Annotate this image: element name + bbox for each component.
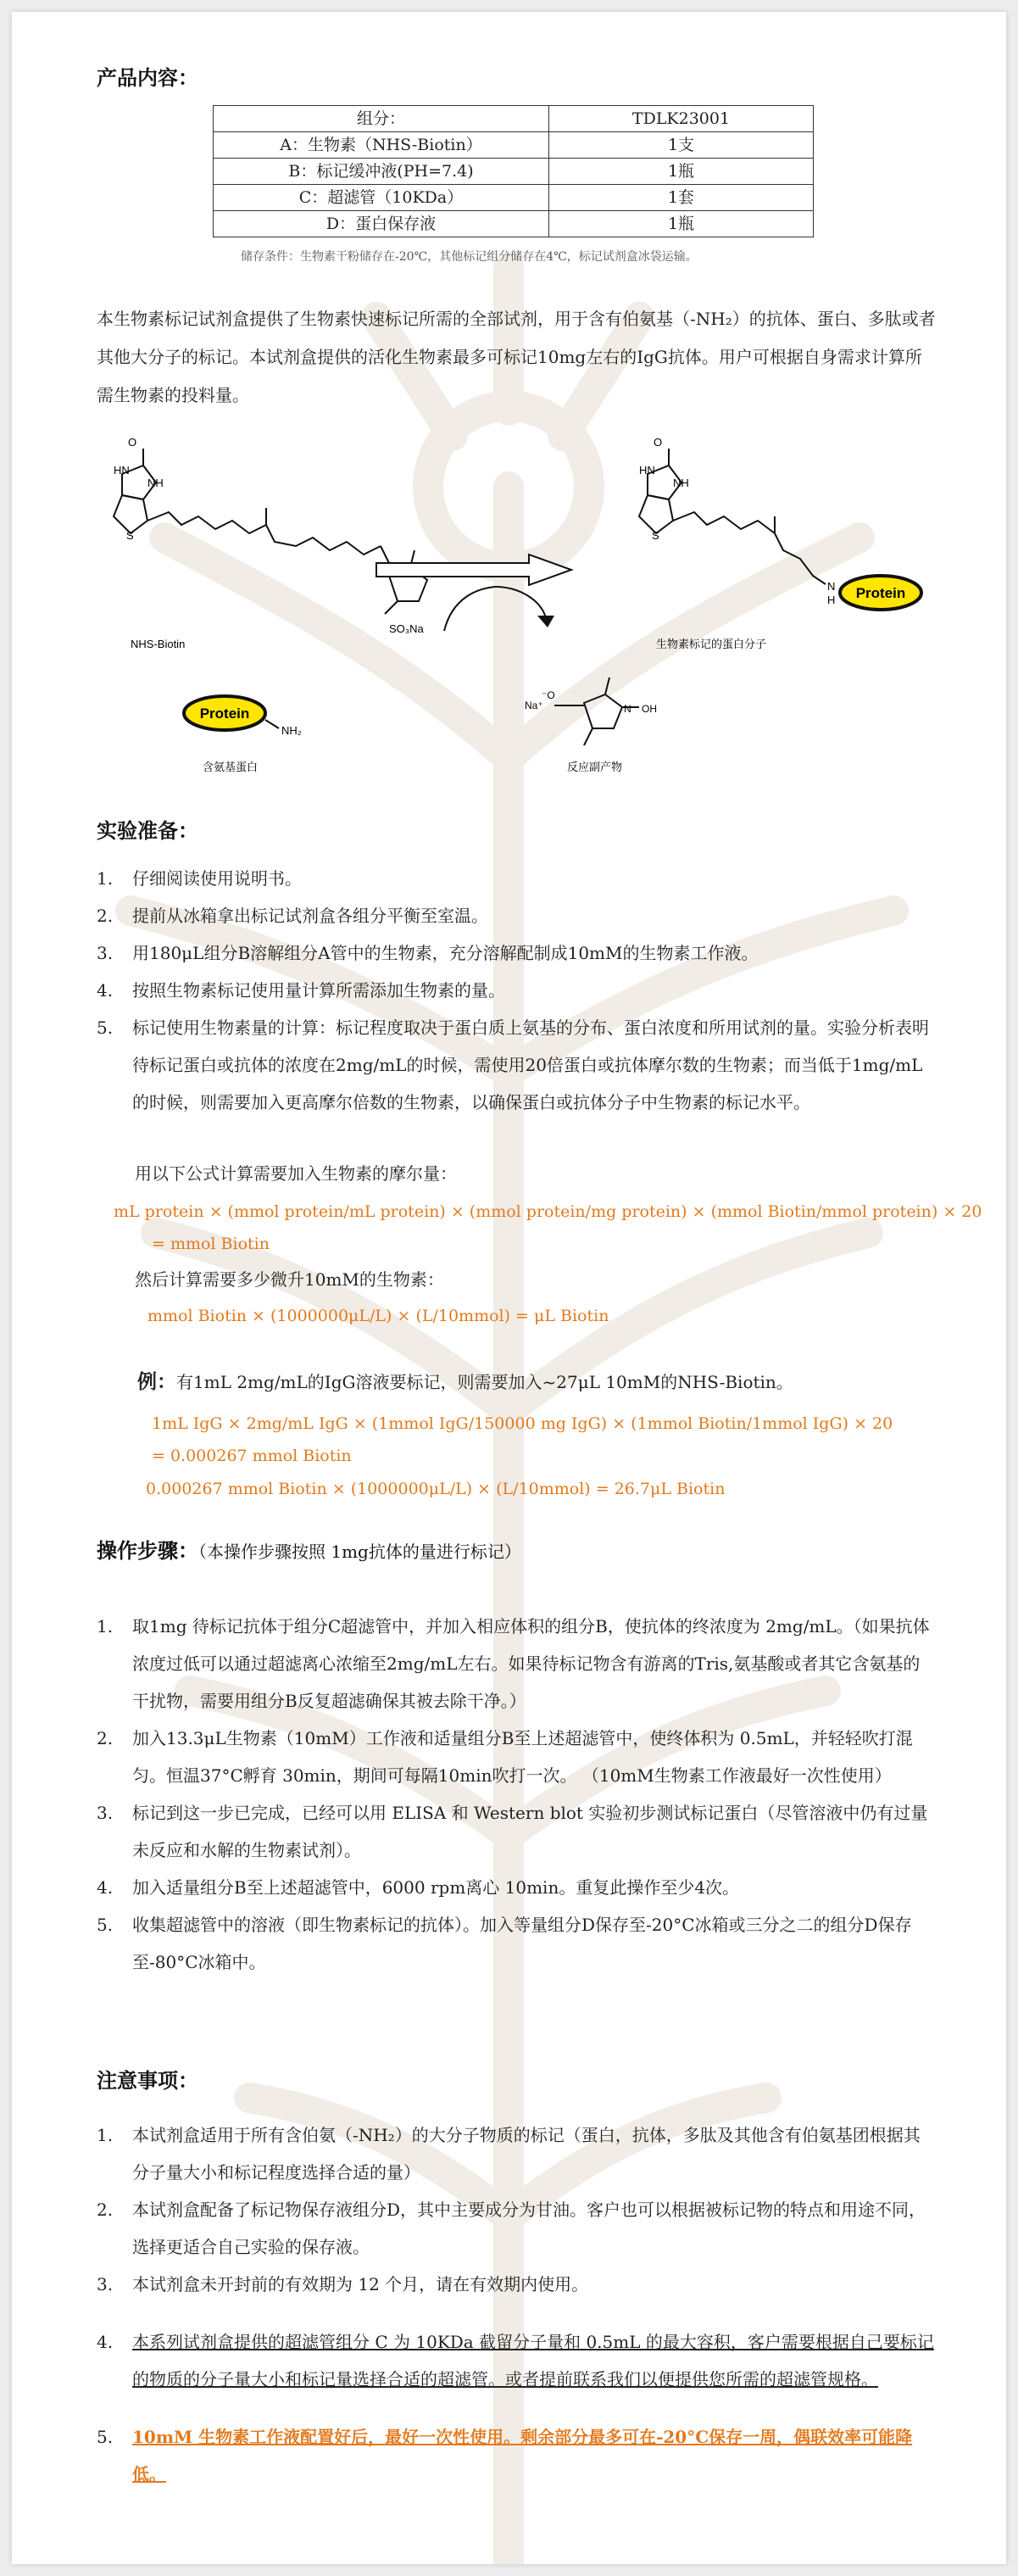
list-item: 2. 本试剂盒配备了标记物保存液组分D，其中主要成分为甘油。客户也可以根据被标记物的特点和用途不同，选择更适合自己实验的保存液。 [97, 2200, 926, 2257]
product-label: 生物素标记的蛋白分子 [656, 638, 767, 650]
byproduct-label: 反应副产物 [567, 761, 623, 773]
atom-label: OH [642, 703, 657, 715]
ops-note: （本操作步骤按照 1mg抗体的量进行标记） [198, 1542, 521, 1562]
document-page [12, 12, 1006, 2564]
section-title-ops: 操作步骤：（本操作步骤按照 1mg抗体的量进行标记） [97, 1538, 521, 1563]
formula-line: 1mL IgG × 2mg/mL IgG × (1mmol IgG/150000 mg IgG) × (1mmol Biotin/1mmol IgG) × 20 [152, 1414, 893, 1433]
table-row [214, 211, 814, 237]
storage-note: 储存条件：生物素干粉储存在-20℃，其他标记组分储存在4℃，标记试剂盒冰袋运输。 [241, 250, 698, 264]
list-item: 4. 本系列试剂盒提供的超滤管组分 C 为 10KDa 截留分子量和 0.5mL 的最大容积，客户需要根据自己要标记的物质的分子量大小和标记量选择合适的超滤管。或者提前联系我们以便提供您所需的超滤管规格。 [97, 2332, 934, 2389]
list-item: 5. 标记使用生物素量的计算：标记程度取决于蛋白质上氨基的分布、蛋白浓度和所用试剂的量。实验分析表明待标记蛋白或抗体的浓度在2mg/mL的时候，需使用20倍蛋白或抗体摩尔数的生物素；而当低于1mg/mL的时候，则需要加入更高摩尔倍数的生物素，以确保蛋白或抗体分子中生物素的标记水平。 [97, 1018, 929, 1112]
atom-label: NH [147, 477, 164, 489]
formula-intro: 用以下公式计算需要加入生物素的摩尔量： [135, 1163, 457, 1184]
atom-label: H [827, 594, 836, 606]
notes-list [97, 2116, 936, 2493]
list-item: 4. 按照生物素标记使用量计算所需添加生物素的量。 [97, 980, 505, 1001]
table-cell: TDLK23001 [549, 106, 814, 132]
atom-label: N [624, 703, 631, 715]
reaction-arrow-icon [376, 555, 571, 631]
atom-label: NH₂ [281, 724, 302, 737]
atom-label: ⁻O [542, 689, 555, 701]
prep-steps-list [97, 860, 936, 1121]
list-item: 4. 加入适量组分B至上述超滤管中，6000 rpm离心 10min。重复此操作至少4次。 [97, 1877, 740, 1898]
formula-line: mmol Biotin × (1000000μL/L) × (L/10mmol) = μL Biotin [147, 1307, 609, 1325]
table-cell: 1套 [549, 185, 814, 211]
list-item: 1. 本试剂盒适用于所有含伯氨（-NH₂）的大分子物质的标记（蛋白，抗体，多肽及其他含有伯氨基团根据其分子量大小和标记程度选择合适的量） [97, 2125, 921, 2183]
list-item: 1. 取1mg 待标记抗体于组分C超滤管中，并加入相应体积的组分B，使抗体的终浓度为 2mg/mL。（如果抗体浓度过低可以通过超滤离心浓缩至2mg/mL左右。如果待标记物含有游离的Tris,氨基酸或者其它含氨基的干扰物，需要用组分B反复超滤确保其被去除干净。） [97, 1616, 930, 1711]
formula-line: = mmol Biotin [152, 1235, 270, 1253]
intro-paragraph: 本生物素标记试剂盒提供了生物素快速标记所需的全部试剂，用于含有伯氨基（-NH₂）的抗体、蛋白、多肽或者其他大分子的标记。本试剂盒提供的活化生物素最多可标记10mg左右的IgG抗体。用户可根据自身需求计算所需生物素的投料量。 [97, 309, 936, 405]
formula-line: = 0.000267 mmol Biotin [152, 1447, 352, 1465]
formula-line: mL protein × (mmol protein/mL protein) × (mmol protein/mg protein) × (mmol Biotin/mmol protein) × 20 [114, 1202, 982, 1221]
section-title-notes: 注意事项： [97, 2068, 198, 2093]
table-cell: A：生物素（NHS-Biotin） [214, 132, 549, 159]
table-cell: C：超滤管（10KDa） [214, 185, 549, 211]
list-item: 3. 用180μL组分B溶解组分A管中的生物素，充分溶解配制成10mM的生物素工作液。 [97, 943, 759, 963]
protein-badge-text: Protein [199, 705, 250, 722]
list-item: 5. 收集超滤管中的溶液（即生物素标记的抗体）。加入等量组分D保存至-20°C冰箱或三分之二的组分D保存至-80°C冰箱中。 [97, 1915, 912, 1972]
reaction-scheme-diagram [97, 436, 927, 800]
table-cell: 1瓶 [549, 159, 814, 185]
ops-steps-list [97, 1608, 936, 1981]
atom-label: S [652, 529, 659, 542]
table-cell: D：蛋白保存液 [214, 211, 549, 237]
atom-label: NH [673, 477, 689, 489]
nhs-biotin-structure [114, 449, 427, 614]
table-cell: 1瓶 [549, 211, 814, 237]
table-header-row [214, 106, 814, 132]
list-item: 2. 加入13.3μL生物素（10mM）工作液和适量组分B至上述超滤管中，使终体积为 0.5mL，并轻轻吹打混匀。恒温37°C孵育 30min，期间可每隔10min吹打一次。 （10mM生物素工作液最好一次性使用） [97, 1728, 913, 1786]
amine-protein-label: 含氨基蛋白 [203, 761, 259, 773]
components-table [213, 105, 814, 237]
atom-label: S [126, 529, 134, 542]
table-row [214, 185, 814, 211]
list-item: 5. 10mM 生物素工作液配置好后，最好一次性使用。剩余部分最多可在-20°C保存一周，偶联效率可能降低。 [97, 2427, 913, 2484]
list-item: 3. 标记到这一步已完成，已经可以用 ELISA 和 Western blot 实验初步测试标记蛋白（尽管溶液中仍有过量未反应和水解的生物素试剂）。 [97, 1803, 928, 1860]
list-item: 2. 提前从冰箱拿出标记试剂盒各组分平衡至室温。 [97, 906, 488, 926]
nhs-biotin-label: NHS-Biotin [131, 638, 186, 650]
table-cell: 组分： [214, 106, 549, 132]
table-row [214, 132, 814, 159]
table-cell: 1支 [549, 132, 814, 159]
formula-line: 0.000267 mmol Biotin × (1000000μL/L) × (L/10mmol) = 26.7μL Biotin [146, 1480, 726, 1498]
atom-label: SO₃Na [389, 622, 424, 635]
list-item: 1. 仔细阅读使用说明书。 [97, 868, 302, 889]
protein-badge-text: Protein [855, 585, 906, 601]
atom-label: O [654, 436, 663, 449]
section-title-contents: 产品内容： [97, 65, 198, 90]
list-item: 3. 本试剂盒未开封前的有效期为 12 个月，请在有效期内使用。 [97, 2274, 589, 2294]
atom-label: N [827, 580, 836, 593]
table-row [214, 159, 814, 185]
section-title-prep: 实验准备： [97, 818, 198, 843]
atom-label: O [128, 436, 137, 449]
table-cell: B：标记缓冲液(PH=7.4) [214, 159, 549, 185]
atom-label: HN [114, 464, 130, 477]
formula-intro: 然后计算需要多少微升10mM的生物素： [135, 1269, 444, 1290]
example-line: 例：有1mL 2mg/mL的IgG溶液要标记，则需要加入~27μL 10mM的NHS-Biotin。 [137, 1370, 793, 1393]
atom-label: Na⁺ [525, 700, 543, 711]
atom-label: HN [639, 464, 655, 477]
